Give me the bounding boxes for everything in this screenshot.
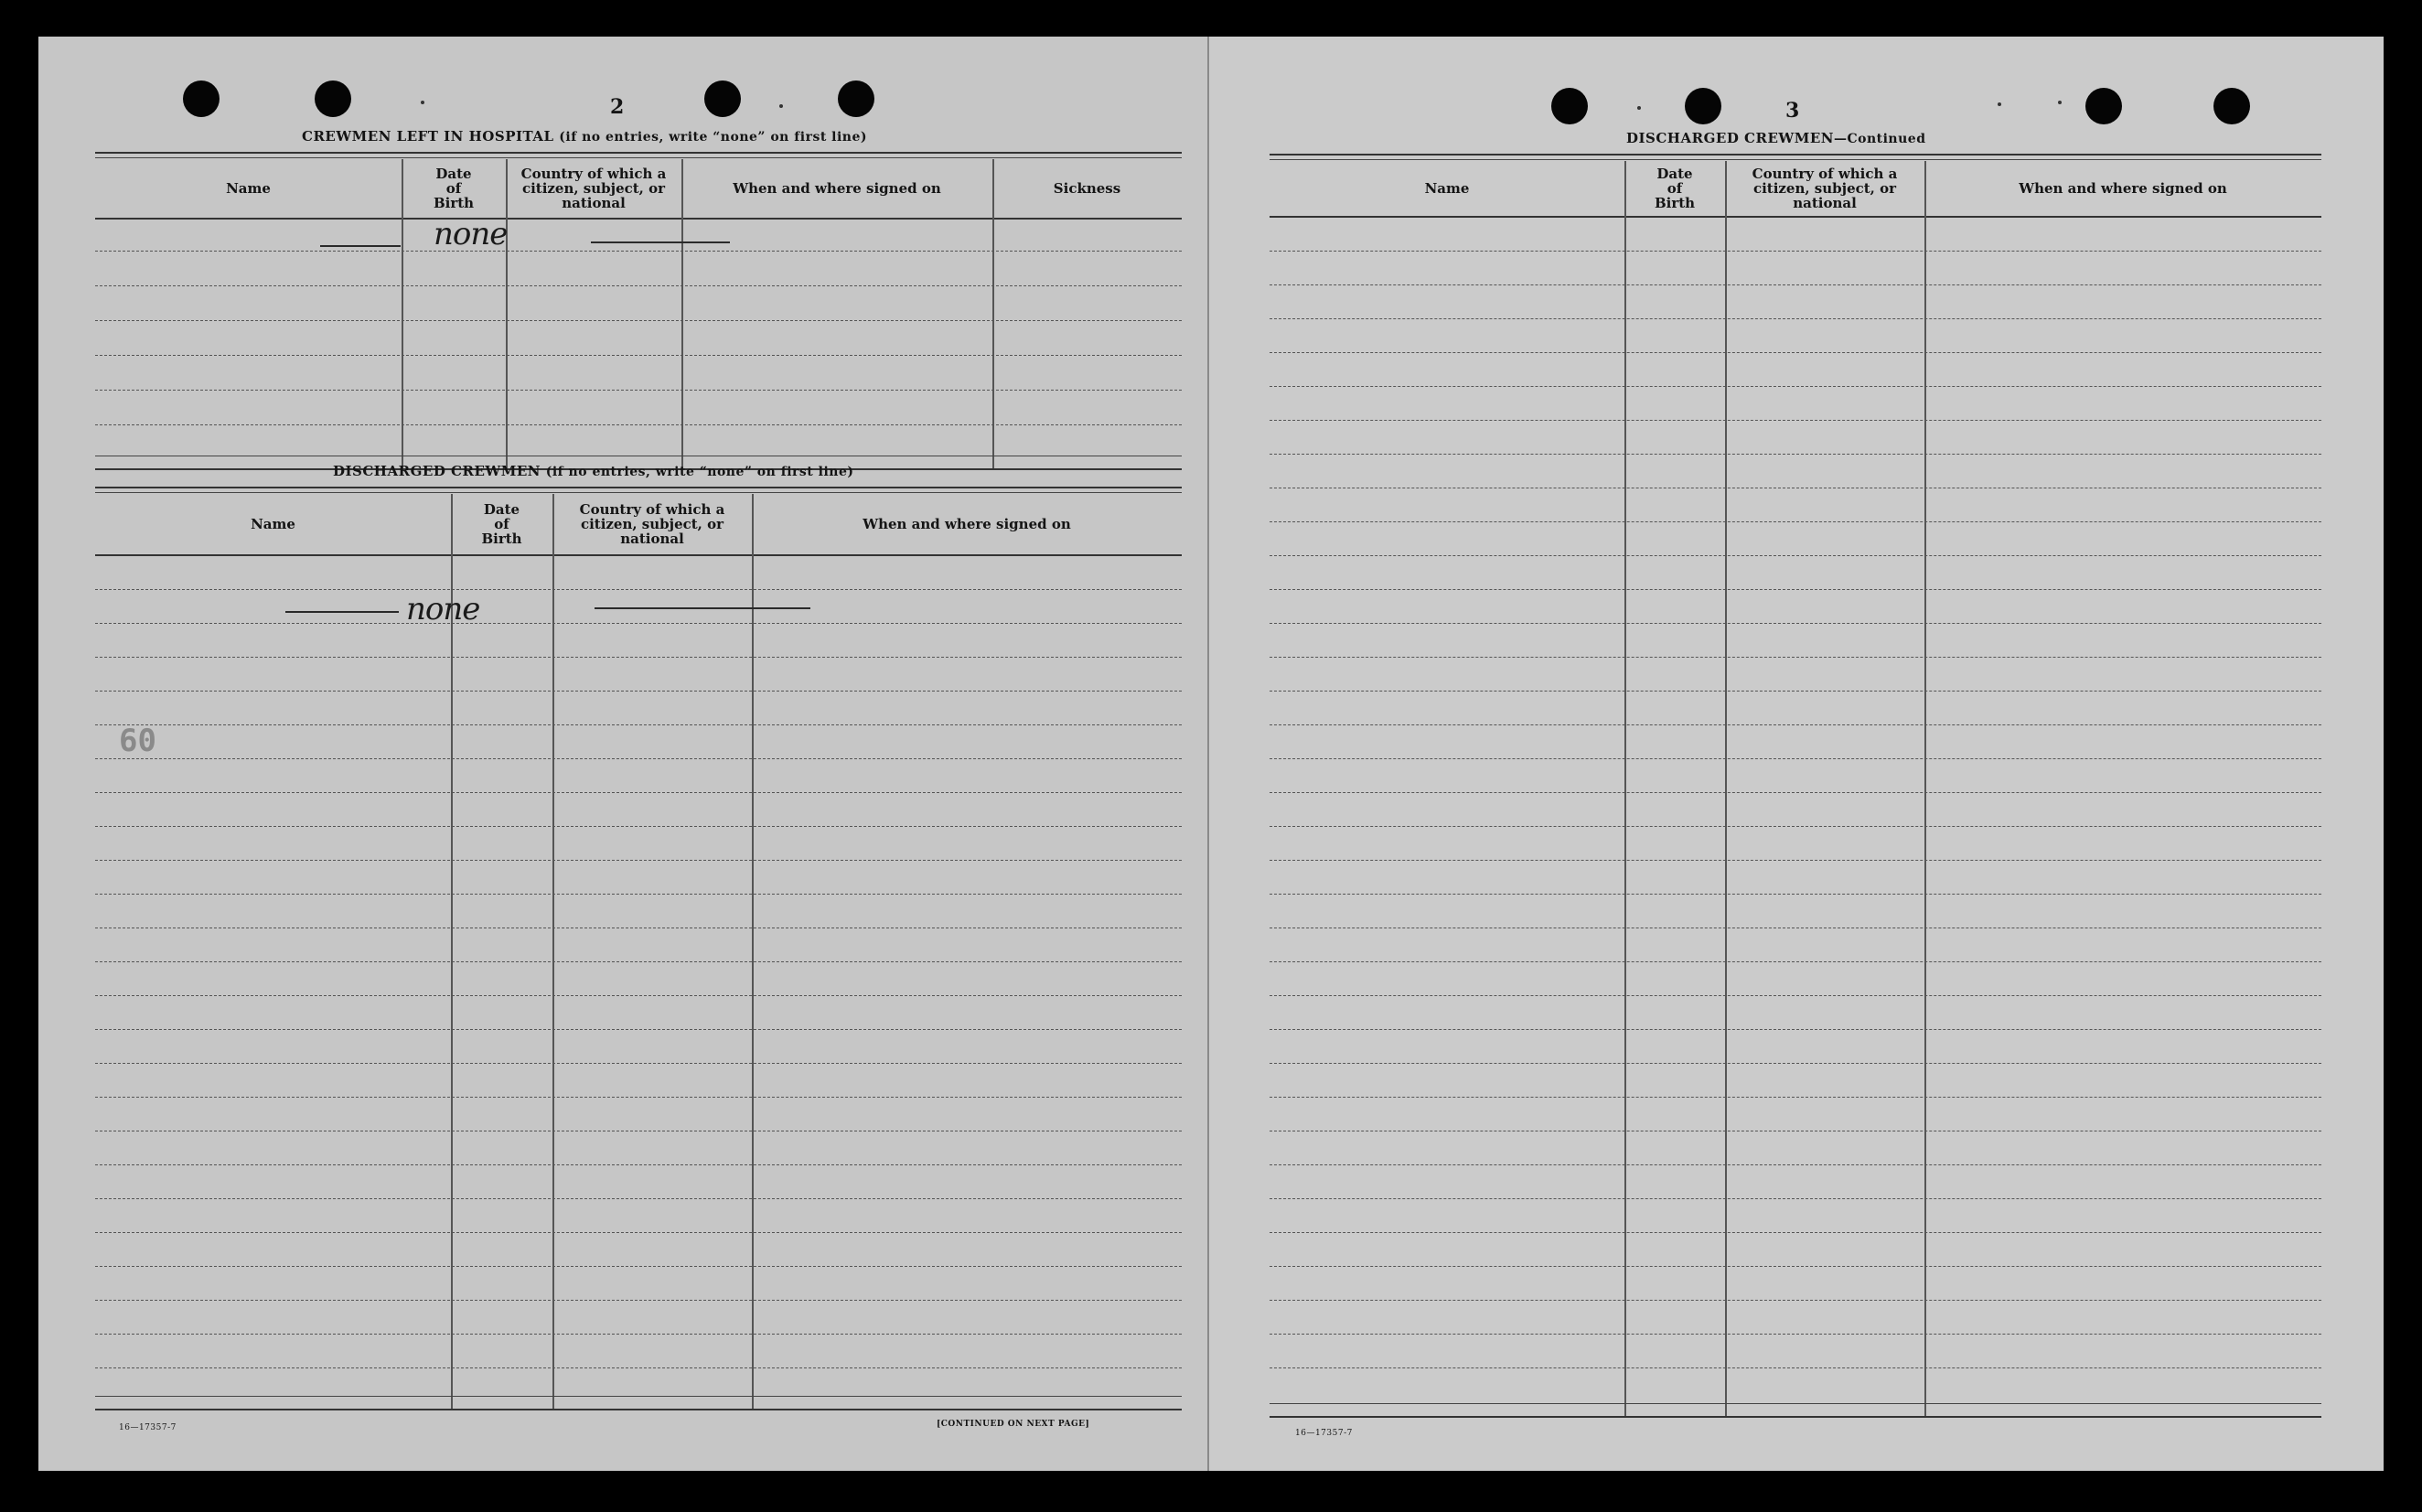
hospital-instruction: (if no entries, write “none” on first line): [559, 130, 868, 145]
hospital-title-text: CREWMEN LEFT IN HOSPITAL: [302, 128, 554, 145]
punch-hole: [1551, 88, 1588, 124]
continued-suffix: —Continued: [1833, 132, 1926, 146]
punch-hole: [704, 80, 741, 117]
faint-page-mark: 60: [119, 723, 156, 759]
form-code: 16—17357-7: [1295, 1429, 1353, 1438]
discharged-col-country: Country of which a citizen, subject, or national: [579, 501, 725, 547]
left-page: [38, 37, 1207, 1471]
punch-hole: [183, 80, 220, 117]
punch-hole: [1685, 88, 1721, 124]
form-code: 16—17357-7: [119, 1423, 177, 1432]
hospital-col-country: Country of which a citizen, subject, or national: [520, 166, 667, 211]
discharged-col-signed-on: When and where signed on: [863, 516, 1071, 532]
discharged-continued-title: [1626, 130, 1925, 146]
discharged-handwritten-none: none: [406, 591, 480, 627]
punch-hole: [2213, 88, 2250, 124]
discharged-title-text: DISCHARGED CREWMEN: [333, 463, 541, 479]
continued-col-name: Name: [1424, 180, 1470, 197]
punch-hole: [315, 80, 351, 117]
discharged-instruction: (if no entries, write “none” on first line): [545, 465, 854, 479]
punch-hole: [838, 80, 874, 117]
hospital-section-title: [302, 128, 867, 145]
hospital-col-name: Name: [226, 180, 271, 197]
page-number: 3: [1785, 99, 1800, 123]
continued-col-signed-on: When and where signed on: [2019, 180, 2227, 197]
hospital-col-sickness: Sickness: [1053, 180, 1121, 197]
discharged-section-title: [333, 463, 854, 479]
continued-col-country: Country of which a citizen, subject, or national: [1752, 166, 1898, 211]
continued-col-dob: Date of Birth: [1654, 166, 1696, 211]
page-number: 2: [610, 95, 625, 119]
right-page: [1209, 37, 2384, 1471]
punch-hole: [2085, 88, 2122, 124]
discharged-continued-title-text: DISCHARGED CREWMEN: [1626, 130, 1834, 146]
hospital-col-signed-on: When and where signed on: [733, 180, 941, 197]
hospital-col-dob: Date of Birth: [433, 166, 475, 211]
continued-note: [CONTINUED ON NEXT PAGE]: [937, 1420, 1090, 1429]
hospital-handwritten-none: none: [434, 216, 508, 252]
discharged-col-dob: Date of Birth: [481, 501, 522, 547]
discharged-col-name: Name: [251, 516, 295, 532]
